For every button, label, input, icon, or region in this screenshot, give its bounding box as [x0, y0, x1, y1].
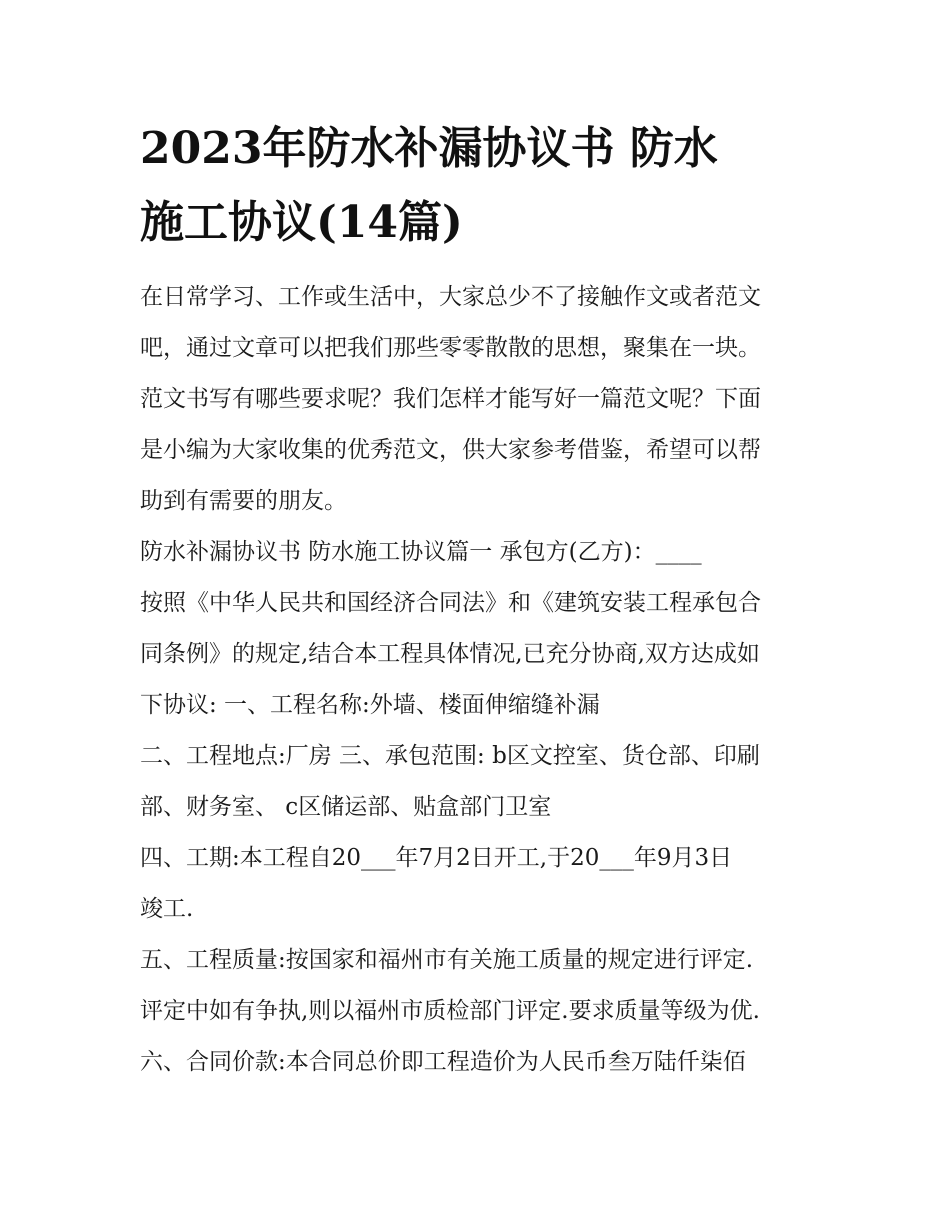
- body-line: 部、财务室、 c区储运部、贴盒部门卫室: [140, 794, 552, 820]
- body-line: 四、工期:本工程自20___年7月2日开工,于20___年9月3日: [140, 845, 733, 871]
- body-line: 在日常学习、工作或生活中，大家总少不了接触作文或者范文: [140, 284, 761, 310]
- body-line: 评定中如有争执,则以福州市质检部门评定.要求质量等级为优.: [140, 998, 760, 1024]
- document-body: [140, 272, 830, 1088]
- body-line: 助到有需要的朋友。: [140, 488, 347, 514]
- body-line: 六、合同价款:本合同总价即工程造价为人民币叁万陆仟柒佰: [140, 1049, 746, 1075]
- document-content: [140, 112, 830, 1088]
- body-line: 下协议: 一、工程名称:外墙、楼面伸缩缝补漏: [140, 692, 600, 718]
- body-line: 竣工.: [140, 896, 194, 922]
- body-line: 二、工程地点:厂房 三、承包范围: b区文控室、货仓部、印刷: [140, 743, 760, 769]
- body-line: 吧，通过文章可以把我们那些零零散散的思想，聚集在一块。: [140, 335, 761, 361]
- body-line: 防水补漏协议书 防水施工协议篇一 承包方(乙方)：____: [140, 539, 702, 565]
- document-title: [140, 112, 830, 260]
- body-line: 同条例》的规定,结合本工程具体情况,已充分协商,双方达成如: [140, 641, 760, 667]
- body-line: 五、工程质量:按国家和福州市有关施工质量的规定进行评定.: [140, 947, 754, 973]
- body-line: 是小编为大家收集的优秀范文，供大家参考借鉴，希望可以帮: [140, 437, 761, 463]
- body-line: 范文书写有哪些要求呢？我们怎样才能写好一篇范文呢？下面: [140, 386, 761, 412]
- body-line: 按照《中华人民共和国经济合同法》和《建筑安装工程承包合: [140, 590, 761, 616]
- title-line-1: 2023年防水补漏协议书 防水: [140, 123, 718, 174]
- title-line-2: 施工协议(14篇): [140, 197, 463, 248]
